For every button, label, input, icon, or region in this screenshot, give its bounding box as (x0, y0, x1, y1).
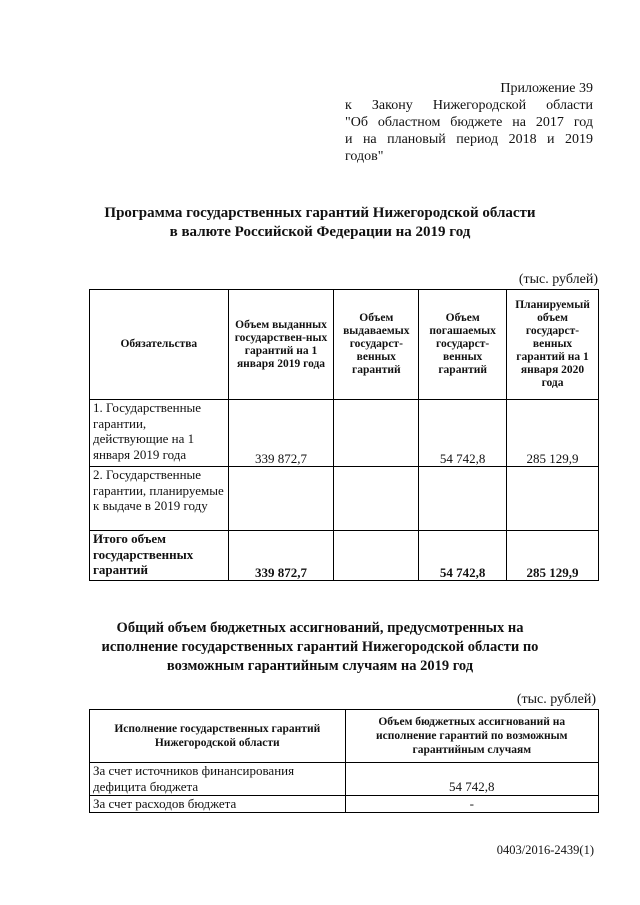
cell-value: 54 742,8 (345, 763, 598, 796)
row-label: За счет источников финансирования дефицита бюджета (90, 763, 346, 796)
row-label: За счет расходов бюджета (90, 796, 346, 813)
table-header-row (90, 290, 599, 400)
section1-title-line: в валюте Российской Федерации на 2019 год (169, 224, 471, 240)
section1-title (60, 204, 580, 242)
budget-allocations-table (89, 709, 599, 813)
cell-value (228, 467, 334, 531)
section2-title-line: возможным гарантийным случаям на 2019 год (166, 658, 474, 674)
guarantees-program-table (89, 289, 599, 581)
column-header: Объем выдаваемых государст-венных гарантий (334, 290, 419, 400)
table-row (90, 467, 599, 531)
column-header: Обязательства (90, 290, 229, 400)
row-label: Итого объем государственных гарантий (90, 531, 229, 581)
appendix-note (345, 80, 593, 165)
table-row (90, 763, 599, 796)
table-row (90, 796, 599, 813)
cell-value (507, 467, 599, 531)
cell-value: 285 129,9 (507, 400, 599, 467)
section2-title-line: исполнение государственных гарантий Нижегородской области по (101, 639, 539, 655)
section1-title-line: Программа государственных гарантий Нижегородской области (104, 205, 536, 221)
cell-value: 54 742,8 (419, 400, 507, 467)
column-header: Планируемый объем государст-венных гарантий на 1 января 2020 года (507, 290, 599, 400)
column-header: Объем выданных государствен-ных гарантий на 1 января 2019 года (228, 290, 334, 400)
table-row (90, 400, 599, 467)
cell-value: 339 872,7 (228, 400, 334, 467)
row-label: 2. Государственные гарантии, планируемые к выдаче в 2019 году (90, 467, 229, 531)
cell-value: 54 742,8 (419, 531, 507, 581)
row-label: 1. Государственные гарантии, действующие на 1 января 2019 года (90, 400, 229, 467)
cell-value (419, 467, 507, 531)
appendix-number: Приложение 39 (500, 81, 593, 96)
cell-value (334, 400, 419, 467)
column-header: Объем погашаемых государст-венных гарантий (419, 290, 507, 400)
appendix-law-period-line: и на плановый период 2018 и 2019 (345, 132, 593, 147)
column-header: Объем бюджетных ассигнований на исполнение гарантий по возможным гарантийным случаям (345, 710, 598, 763)
cell-value: - (345, 796, 598, 813)
cell-value (334, 467, 419, 531)
table-total-row (90, 531, 599, 581)
section2-title (60, 619, 580, 676)
appendix-law-end-line: годов" (345, 149, 384, 164)
section1-unit: (тыс. рублей) (518, 272, 598, 287)
section2-title-line: Общий объем бюджетных ассигнований, предусмотренных на (116, 620, 524, 636)
document-number: 0403/2016-2439(1) (496, 843, 594, 857)
cell-value: 285 129,9 (507, 531, 599, 581)
cell-value: 339 872,7 (228, 531, 334, 581)
appendix-law-line: к Закону Нижегородской области (345, 98, 593, 113)
section2-unit: (тыс. рублей) (516, 692, 596, 707)
appendix-law-title-line: "Об областном бюджете на 2017 год (345, 115, 593, 130)
column-header: Исполнение государственных гарантий Нижегородской области (90, 710, 346, 763)
cell-value (334, 531, 419, 581)
table-header-row (90, 710, 599, 763)
